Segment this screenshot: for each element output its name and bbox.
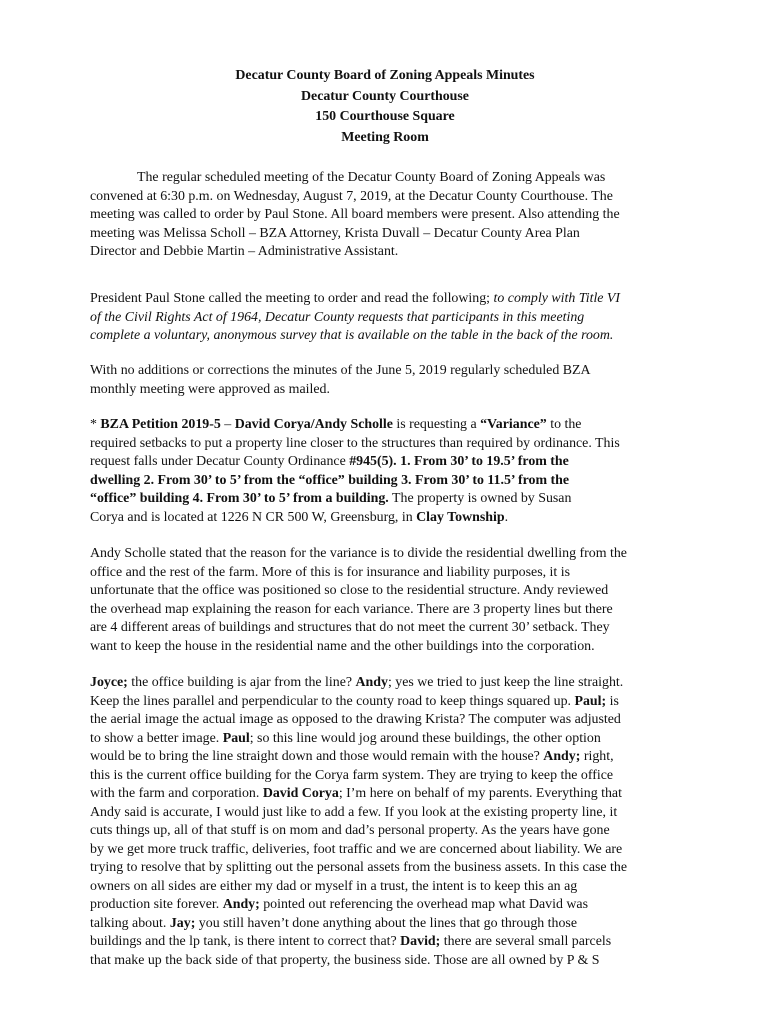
text-line: unfortunate that the office was positioned so close to the residential structure. Andy reviewed — [90, 583, 609, 598]
header-location: Decatur County Courthouse — [301, 88, 469, 104]
text-run: ; I’m here on behalf of my parents. Everything that — [338, 786, 622, 801]
text-run: . — [504, 509, 509, 525]
text-run: is requesting a — [392, 417, 481, 432]
text-line: cuts things up, all of that stuff is on mom and dad’s personal property. As the years have gone — [90, 823, 610, 838]
header-address: 150 Courthouse Square — [315, 109, 455, 124]
text-line: dwelling 2. From 30’ to 5’ from the “office” building 3. From 30’ to 11.5’ from the — [90, 472, 570, 488]
text-line: the aerial image the actual image as opposed to the drawing Krista? The computer was adjusted — [90, 712, 621, 727]
text-line: are 4 different areas of buildings and structures that do not meet the current 30’ setback. They — [90, 620, 610, 635]
text-line — [90, 693, 686, 712]
text-line: that make up the back side of that property, the business side. Those are all owned by P & S — [90, 952, 600, 968]
text-line — [90, 674, 686, 693]
text-line — [90, 933, 686, 952]
text-line: meeting was called to order by Paul Stone. All board members were present. Also attending the — [90, 207, 620, 222]
text-run: The property is owned by Susan — [388, 491, 572, 506]
speaker-name: David Corya — [262, 786, 339, 801]
text-line: The regular scheduled meeting of the Decatur County Board of Zoning Appeals was — [137, 170, 606, 185]
text-run: pointed out referencing the overhead map what David was — [259, 897, 589, 912]
text-run: the office building is ajar from the line? — [127, 675, 356, 690]
text-run: is — [606, 693, 619, 709]
text-run: buildings and the lp tank, is there intent to correct that? — [90, 934, 401, 949]
text-line: owners on all sides are either my dad or myself in a trust, the intent is to keep this an ag — [90, 878, 578, 894]
township-name: Clay Township — [416, 509, 505, 525]
text-line: of the Civil Rights Act of 1964, Decatur County requests that participants in this meeting — [90, 309, 585, 325]
petitioner-names: David Corya/Andy Scholle — [234, 417, 393, 432]
text-run: ; so this line would jog around these buildings, the other option — [249, 730, 601, 746]
text-line — [90, 748, 686, 767]
text-run: to the — [546, 417, 582, 432]
discussion-paragraph — [90, 674, 686, 970]
text-line: want to keep the house in the residential name and the other buildings into the corporation. — [90, 638, 595, 654]
text-line: by we get more truck traffic, deliveries, foot traffic and we are concerned about liability. We are — [90, 841, 623, 857]
text-run: to show a better image. — [90, 730, 223, 746]
text-run: right, — [580, 749, 614, 764]
bold-run: #945(5). 1. From 30’ to 19.5’ from the — [349, 454, 569, 469]
text-line — [90, 416, 686, 435]
text-line — [90, 509, 686, 528]
text-line: complete a voluntary, anonymous survey that is available on the table in the back of the room. — [90, 328, 614, 343]
text-line: the overhead map explaining the reason for each variance. There are 3 property lines but there — [90, 601, 613, 617]
text-line — [90, 453, 686, 472]
text-run: talking about. — [90, 915, 170, 931]
text-line: trying to resolve that by splitting out the personal assets from the business assets. In this case the — [90, 860, 628, 875]
text-run: with the farm and corporation. — [90, 786, 263, 801]
speaker-name: Andy; — [222, 897, 260, 912]
text-run: production site forever. — [90, 897, 223, 912]
text-line: With no additions or corrections the minutes of the June 5, 2019 regularly scheduled BZA — [90, 363, 591, 378]
minutes-approval-paragraph — [90, 362, 686, 399]
text-line: Andy said is accurate, I would just like to add a few. If you look at the existing property line, it — [90, 804, 618, 820]
speaker-name: Andy — [355, 675, 388, 690]
text-run: request falls under Decatur County Ordinance — [90, 454, 350, 469]
text-run: there are several small parcels — [440, 934, 612, 949]
speaker-name: Andy; — [543, 749, 581, 764]
opening-paragraph — [90, 169, 686, 262]
text-line — [90, 896, 686, 915]
text-run: would be to bring the line straight down and those would remain with the house? — [90, 749, 544, 764]
speaker-name: Paul; — [574, 693, 607, 709]
text-line: convened at 6:30 p.m. on Wednesday, August 7, 2019, at the Decatur County Courthouse. The — [90, 188, 613, 204]
text-line — [90, 785, 686, 804]
text-run: – — [220, 417, 235, 432]
text-run: Keep the lines parallel and perpendicular to the county road to keep things squared up. — [90, 693, 575, 709]
speaker-name: David; — [400, 934, 441, 949]
text-run: * — [90, 417, 101, 432]
text-run: Corya and is located at 1226 N CR 500 W, Greensburg, in — [90, 509, 417, 525]
text-line — [90, 730, 686, 749]
text-line: office and the rest of the farm. More of this is for insurance and liability purposes, it is — [90, 564, 571, 580]
text-line: meeting was Melissa Scholl – BZA Attorney, Krista Duvall – Decatur County Area Plan — [90, 225, 580, 241]
text-line — [90, 490, 686, 509]
petition-number: BZA Petition 2019-5 — [100, 417, 221, 432]
text-line — [90, 290, 686, 309]
text-line: Director and Debbie Martin – Administrative Assistant. — [90, 244, 399, 259]
civil-rights-paragraph — [90, 290, 686, 346]
text-line: Andy Scholle stated that the reason for the variance is to divide the residential dwelling from the — [90, 546, 627, 561]
bold-run: “office” building 4. From 30’ to 5’ from a building. — [90, 491, 389, 506]
request-type: “Variance” — [480, 417, 547, 432]
document-header — [0, 66, 770, 148]
header-room: Meeting Room — [341, 129, 429, 145]
header-title: Decatur County Board of Zoning Appeals Minutes — [235, 68, 535, 83]
text-run: ; yes we tried to just keep the line straight. — [387, 675, 624, 690]
text-run: President Paul Stone called the meeting to order and read the following; — [90, 291, 494, 306]
speaker-name: Paul — [222, 730, 250, 746]
petition-paragraph — [90, 416, 686, 527]
speaker-name: Joyce; — [90, 675, 128, 690]
scholle-statement-paragraph — [90, 545, 686, 656]
text-run: you still haven’t done anything about the lines that go through those — [195, 915, 578, 931]
text-line: this is the current office building for the Corya farm system. They are trying to keep the office — [90, 767, 614, 783]
speaker-name: Jay; — [169, 915, 196, 931]
text-line — [90, 915, 686, 934]
italic-run: to comply with Title VI — [493, 291, 621, 306]
text-line: required setbacks to put a property line closer to the structures than required by ordinance. This — [90, 435, 620, 451]
text-line: monthly meeting were approved as mailed. — [90, 381, 330, 397]
